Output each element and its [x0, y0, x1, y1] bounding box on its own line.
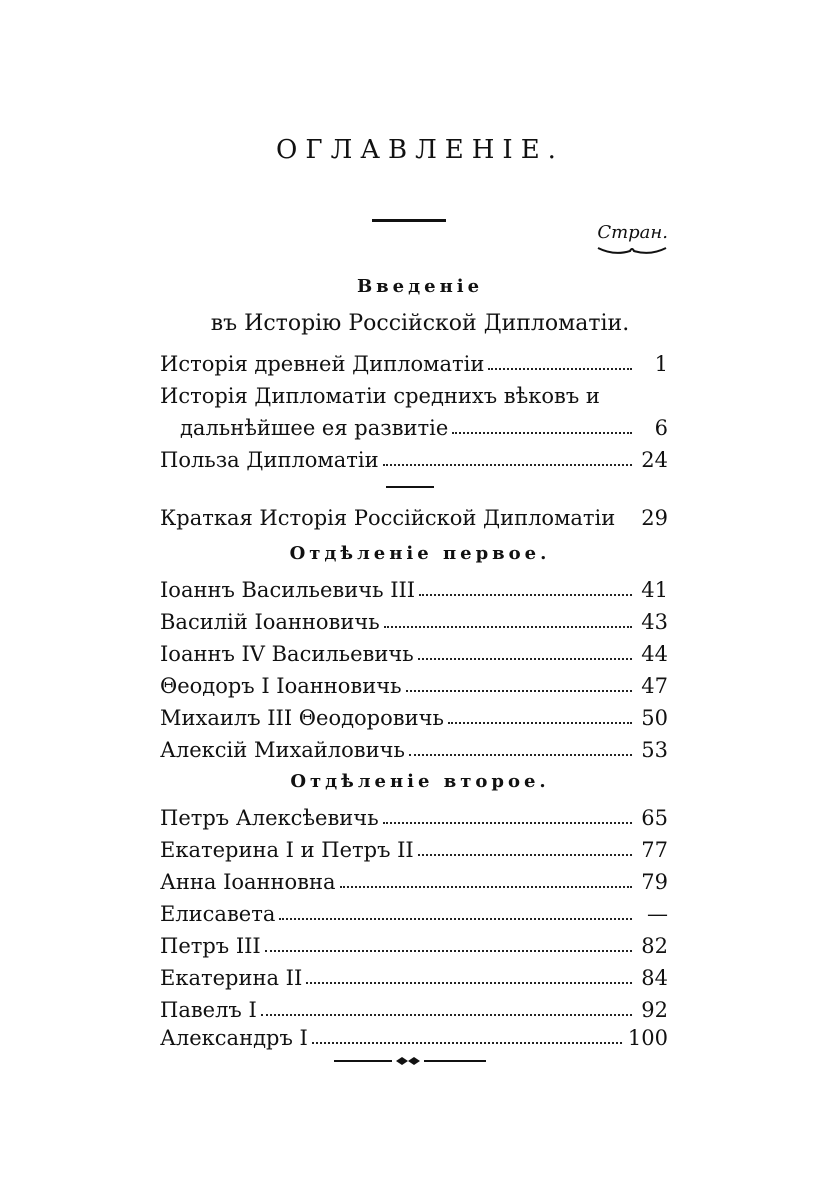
toc-entry-label: Іоаннъ Васильевичь III: [160, 578, 416, 602]
toc-entry-page: 65: [641, 806, 668, 830]
toc-entry-label: Павелъ I: [160, 998, 257, 1022]
toc-entry[interactable]: [160, 604, 668, 634]
dot-leader: [604, 401, 662, 402]
dot-leader: [452, 431, 632, 434]
toc-entry[interactable]: [160, 928, 668, 958]
toc-entry-page: 47: [641, 674, 668, 698]
dot-leader: [488, 367, 632, 370]
toc-entry[interactable]: [160, 800, 668, 830]
section-heading: Отдѣленіе первое.: [289, 543, 551, 564]
dot-leader: [406, 689, 632, 692]
page-title: ОГЛАВЛЕНІЕ.: [276, 135, 564, 165]
toc-entry-page: 6: [654, 416, 668, 440]
introduction-heading: Введеніе: [356, 276, 484, 297]
toc-entry-page: —: [647, 902, 668, 926]
toc-entry-label: Краткая Исторія Россійской Дипломатіи: [160, 506, 616, 530]
toc-entry-page: 84: [641, 966, 668, 990]
toc-entry-page: 24: [641, 448, 668, 472]
dot-leader: [383, 821, 632, 824]
toc-entry[interactable]: [160, 700, 668, 730]
toc-entry[interactable]: [160, 864, 668, 894]
dot-leader: [619, 523, 632, 524]
toc-entry-label: Василій Іоанновичь: [160, 610, 380, 634]
toc-entry[interactable]: [160, 832, 668, 862]
toc-entry-label: Іоаннъ IV Васильевичь: [160, 642, 414, 666]
toc-entry-label: Екатерина I и Петръ II: [160, 838, 414, 862]
toc-entry-page: 92: [641, 998, 668, 1022]
dot-leader: [418, 657, 632, 660]
toc-entry-page: 29: [641, 506, 668, 530]
toc-entry[interactable]: [160, 992, 668, 1022]
end-ornament: [330, 1054, 490, 1068]
dot-leader: [383, 463, 632, 466]
dot-leader: [265, 949, 632, 952]
toc-entry-page: 43: [641, 610, 668, 634]
section-heading: Отдѣленіе второе.: [290, 771, 550, 792]
toc-entry[interactable]: [160, 668, 668, 698]
toc-entry[interactable]: [180, 410, 668, 440]
toc-entry[interactable]: [160, 442, 668, 472]
pages-column-header: Стран.: [597, 222, 668, 243]
section-divider: [386, 486, 434, 488]
toc-entry-label: дальнѣйшее ея развитіе: [180, 416, 449, 440]
toc-entry-page: 82: [641, 934, 668, 958]
toc-entry-label: Анна Іоанновна: [160, 870, 336, 894]
toc-entry[interactable]: [160, 1020, 668, 1050]
introduction-subheading: въ Исторію Россійской Дипломатіи.: [210, 311, 630, 336]
toc-entry-page: 41: [641, 578, 668, 602]
toc-entry-page: 77: [641, 838, 668, 862]
toc-entry-label: Исторія древней Дипломатіи: [160, 352, 485, 376]
toc-entry-page: 53: [641, 738, 668, 762]
dot-leader: [384, 625, 632, 628]
toc-entry-label: Михаилъ III Θеодоровичь: [160, 706, 444, 730]
dot-leader: [312, 1041, 622, 1044]
toc-entry[interactable]: [160, 896, 668, 926]
toc-entry[interactable]: [160, 346, 668, 376]
toc-entry-page: 44: [641, 642, 668, 666]
dot-leader: [306, 981, 632, 984]
toc-entry-page: 50: [641, 706, 668, 730]
toc-entry-label: Петръ III: [160, 934, 261, 958]
toc-entry-label: Алексій Михайловичь: [160, 738, 405, 762]
toc-entry-page: 100: [627, 1026, 668, 1050]
toc-entry-page: 79: [641, 870, 668, 894]
toc-entry[interactable]: [160, 960, 668, 990]
title-rule: [372, 219, 446, 222]
toc-entry-label: Александръ I: [160, 1026, 308, 1050]
flourish-ornament: [596, 244, 668, 258]
dot-leader: [448, 721, 632, 724]
toc-entry[interactable]: [160, 500, 668, 530]
dot-leader: [261, 1013, 632, 1016]
toc-entry-label: Польза Дипломатіи: [160, 448, 379, 472]
dot-leader: [279, 917, 632, 920]
toc-entry-label: Исторія Дипломатіи среднихъ вѣковъ и: [160, 384, 600, 408]
toc-entry-label: Елисавета: [160, 902, 276, 926]
dot-leader: [340, 885, 632, 888]
toc-entry[interactable]: [160, 732, 668, 762]
toc-entry-label: Петръ Алексѣевичь: [160, 806, 379, 830]
toc-entry[interactable]: [160, 572, 668, 602]
toc-entry-label: Θеодоръ I Іоанновичь: [160, 674, 402, 698]
toc-entry[interactable]: [160, 378, 668, 408]
dot-leader: [409, 753, 632, 756]
dot-leader: [418, 853, 632, 856]
dot-leader: [419, 593, 632, 596]
toc-entry-page: 1: [654, 352, 668, 376]
toc-entry[interactable]: [160, 636, 668, 666]
toc-entry-label: Екатерина II: [160, 966, 303, 990]
